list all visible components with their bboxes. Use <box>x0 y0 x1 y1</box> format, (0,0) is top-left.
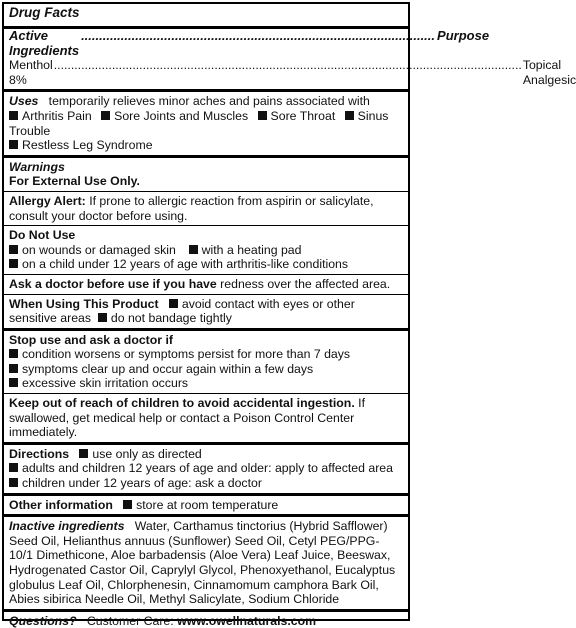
ask-doctor-heading: Ask a doctor before use if you have <box>9 276 217 291</box>
list-item: avoid contact with eyes or other sensitive areas <box>9 296 355 326</box>
list-item: excessive skin irritation occurs <box>9 376 403 391</box>
list-item: Sore Throat <box>258 109 336 123</box>
list-item: Sinus Trouble <box>9 108 389 138</box>
bullet-square-icon <box>98 313 107 322</box>
list-item: symptoms clear up and occur again within a few days <box>9 362 403 377</box>
keep-out-text: If swallowed, get medical help or contact a Poison Control Center immediately. <box>9 396 365 440</box>
active-ingredient: Menthol 8% <box>9 58 53 87</box>
bullet-square-icon <box>9 245 18 254</box>
bullet-square-icon <box>9 349 18 358</box>
panel-title: Drug Facts <box>9 5 80 20</box>
keep-out-section <box>4 393 408 442</box>
bullet-square-icon <box>9 463 18 472</box>
when-using-heading: When Using This Product <box>9 296 159 311</box>
directions-section <box>4 442 408 493</box>
stop-use-heading: Stop use and ask a doctor if <box>9 332 173 347</box>
active-ingredients-section <box>4 26 576 89</box>
list-item: children under 12 years of age: ask a doctor <box>9 476 403 491</box>
directions-heading: Directions <box>9 446 70 461</box>
list-item: store at room temperature <box>136 497 279 512</box>
allergy-text: If prone to allergic reaction from aspirin or salicylate, consult your doctor before using. <box>9 193 374 223</box>
active-purpose: Topical Analgesic <box>522 58 576 87</box>
list-item: on a child under 12 years of age with arthritis-like conditions <box>9 257 403 272</box>
other-heading: Other information <box>9 497 113 512</box>
bullet-square-icon <box>258 111 267 120</box>
list-item: Arthritis Pain <box>9 109 92 123</box>
inactive-text: Water, Carthamus tinctorius (Hybrid Safflower) Seed Oil, Helianthus annuus (Sunflower) Seed Oil, Cetyl PEG/PPG-10/1 Dimethicone, Aloe barbadensis (Aloe Vera) Leaf Juice, Beeswax, Hydrogenated Castor Oil, Caprylyl Glycol, Phenoxyethanol, Eucalyptus globulus Leaf Oil, Chlorphenesin, Cinnamomum camphora Bark Oil, Abies sibirica Needle Oil, Methyl Salicylate, Sodium Chloride <box>9 519 396 607</box>
list-item: Sore Joints and Muscles <box>101 109 248 123</box>
bullet-square-icon <box>189 245 198 254</box>
website-link[interactable]: www.owellnaturals.com <box>177 613 317 628</box>
bullet-square-icon <box>9 111 18 120</box>
bullet-square-icon <box>9 478 18 487</box>
uses-section <box>4 89 408 154</box>
purpose-heading: Purpose <box>437 28 490 43</box>
dot-leader: ......................................................................................................................................... <box>53 58 522 73</box>
bullet-square-icon <box>101 111 110 120</box>
uses-heading: Uses <box>9 94 39 109</box>
external-use-text: For External Use Only. <box>9 174 140 189</box>
keep-out-heading: Keep out of reach of children to avoid accidental ingestion. <box>9 396 355 411</box>
bullet-square-icon <box>79 449 88 458</box>
bullet-square-icon <box>9 259 18 268</box>
dot-leader: .................................................................................................. <box>81 28 436 43</box>
allergy-alert-section <box>4 191 408 225</box>
do-not-use-section <box>4 225 408 274</box>
do-not-use-heading: Do Not Use <box>9 228 76 243</box>
when-using-section <box>4 294 408 328</box>
list-item: do not bandage tightly <box>110 311 232 326</box>
list-item: with a heating pad <box>189 243 302 257</box>
list-item: condition worsens or symptoms persist for more than 7 days <box>9 347 403 362</box>
other-information-section <box>4 493 408 515</box>
list-item: use only as directed <box>92 446 202 461</box>
list-item: on wounds or damaged skin <box>9 243 176 257</box>
inactive-ingredients-section <box>4 514 408 609</box>
bullet-square-icon <box>169 299 178 308</box>
inactive-heading: Inactive ingredients <box>9 519 125 534</box>
allergy-heading: Allergy Alert: <box>9 193 86 208</box>
ask-doctor-section <box>4 274 408 294</box>
bullet-square-icon <box>9 140 18 149</box>
list-item: Restless Leg Syndrome <box>9 138 153 152</box>
questions-heading: Questions? <box>9 613 77 628</box>
active-heading: Active Ingredients <box>9 28 80 58</box>
bullet-square-icon <box>9 378 18 387</box>
bullet-square-icon <box>123 500 132 509</box>
warnings-heading-section <box>4 155 408 191</box>
drug-facts-panel <box>2 2 576 628</box>
ask-doctor-text: redness over the affected area. <box>220 276 391 291</box>
bullet-square-icon <box>345 111 354 120</box>
stop-use-section <box>4 328 408 393</box>
warnings-heading: Warnings <box>9 159 65 174</box>
bullet-square-icon <box>9 364 18 373</box>
customer-care-label: Customer Care: <box>86 613 174 628</box>
questions-section <box>4 609 408 628</box>
uses-intro: temporarily relieves minor aches and pains associated with <box>48 94 370 109</box>
list-item: adults and children 12 years of age and older: apply to affected area <box>9 461 403 476</box>
